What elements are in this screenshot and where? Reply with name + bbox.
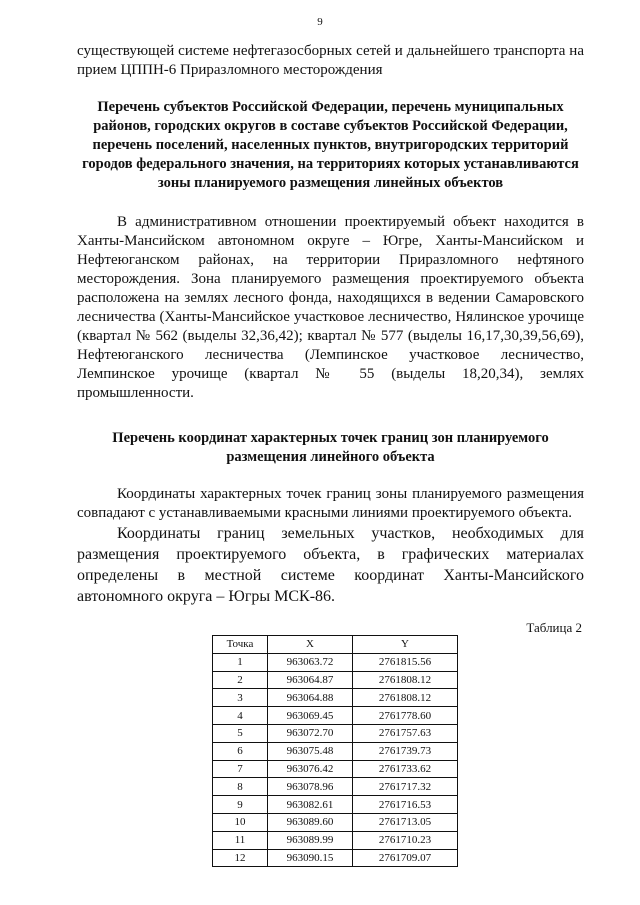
cell-point: 5: [213, 724, 268, 742]
intro-paragraph: существующей системе нефтегазосборных сетей и дальнейшего транспорта на прием ЦППН-6 Приразломного месторождения: [77, 43, 584, 78]
cell-point: 2: [213, 671, 268, 689]
table-row: [213, 689, 458, 707]
cell-x: 963090.15: [268, 849, 353, 867]
table-row: [213, 671, 458, 689]
cell-x: 963089.60: [268, 813, 353, 831]
cell-y: 2761733.62: [353, 760, 458, 778]
admin-paragraph: В административном отношении проектируемый объект находится в Ханты-Мансийском автономном округе – Югре, Ханты-Мансийском и Нефтеюганском районах, на территории Приразломного нефтяного месторождения. Зона планируемого размещения проектируемого объекта расположена на землях лесного фонда, находящихся в ведении Самаровского лесничества (Ханты-Мансийское участковое лесничество, Нялинское урочище (квартал № 562 (выделы 32,36,42); квартал № 577 (выделы 16,17,30,39,56,69), Нефтеюганского лесничества (Лемпинское участковое лесничество, Лемпинское урочище (квартал № 55 (выделы 18,20,34), землях промышленности.: [77, 214, 584, 401]
table-header-row: [213, 636, 458, 654]
cell-y: 2761757.63: [353, 724, 458, 742]
cell-y: 2761716.53: [353, 796, 458, 814]
table-row: [213, 724, 458, 742]
header-point: Точка: [213, 636, 268, 654]
table-row: [213, 707, 458, 725]
cell-x: 963076.42: [268, 760, 353, 778]
coordinates-table: [212, 635, 458, 867]
cell-x: 963069.45: [268, 707, 353, 725]
table-row: [213, 778, 458, 796]
cell-point: 11: [213, 831, 268, 849]
cell-point: 12: [213, 849, 268, 867]
cell-y: 2761717.32: [353, 778, 458, 796]
cell-point: 4: [213, 707, 268, 725]
table-row: [213, 760, 458, 778]
cell-y: 2761808.12: [353, 689, 458, 707]
cell-y: 2761778.60: [353, 707, 458, 725]
cell-point: 10: [213, 813, 268, 831]
table-row: [213, 831, 458, 849]
table-row: [213, 796, 458, 814]
cell-point: 9: [213, 796, 268, 814]
cell-y: 2761710.23: [353, 831, 458, 849]
cell-x: 963072.70: [268, 724, 353, 742]
cell-y: 2761815.56: [353, 653, 458, 671]
coords-paragraph-1: Координаты характерных точек границ зоны планируемого размещения совпадают с устанавливаемыми красными линиями проектируемого объекта.: [77, 486, 584, 521]
cell-point: 8: [213, 778, 268, 796]
cell-x: 963089.99: [268, 831, 353, 849]
cell-x: 963064.87: [268, 671, 353, 689]
table-caption: Таблица 2: [526, 620, 582, 635]
cell-x: 963082.61: [268, 796, 353, 814]
cell-y: 2761808.12: [353, 671, 458, 689]
table-row: [213, 742, 458, 760]
cell-x: 963064.88: [268, 689, 353, 707]
cell-x: 963075.48: [268, 742, 353, 760]
cell-point: 1: [213, 653, 268, 671]
header-x: X: [268, 636, 353, 654]
table-row: [213, 653, 458, 671]
cell-y: 2761713.05: [353, 813, 458, 831]
cell-y: 2761739.73: [353, 742, 458, 760]
cell-point: 3: [213, 689, 268, 707]
coords-paragraph-2: Координаты границ земельных участков, необходимых для размещения проектируемого объекта, в графических материалах определены в местной системе координат Ханты-Мансийского автономного округа – Югры МСК-86.: [77, 525, 584, 605]
heading-coordinates-list: Перечень координат характерных точек границ зон планируемого размещения линейного объекта: [112, 430, 549, 465]
table-row: [213, 849, 458, 867]
document-body: [77, 42, 584, 867]
cell-x: 963063.72: [268, 653, 353, 671]
table-row: [213, 813, 458, 831]
page-number: 9: [317, 16, 323, 28]
cell-y: 2761709.07: [353, 849, 458, 867]
heading-subjects-list: Перечень субъектов Российской Федерации, перечень муниципальных районов, городских округов в составе субъектов Российской Федерации, перечень поселений, населенных пунктов, внутригородских территорий городов федерального значения, на территориях которых устанавливаются зоны планируемого размещения линейных объектов: [82, 99, 579, 191]
cell-x: 963078.96: [268, 778, 353, 796]
cell-point: 7: [213, 760, 268, 778]
header-y: Y: [353, 636, 458, 654]
cell-point: 6: [213, 742, 268, 760]
